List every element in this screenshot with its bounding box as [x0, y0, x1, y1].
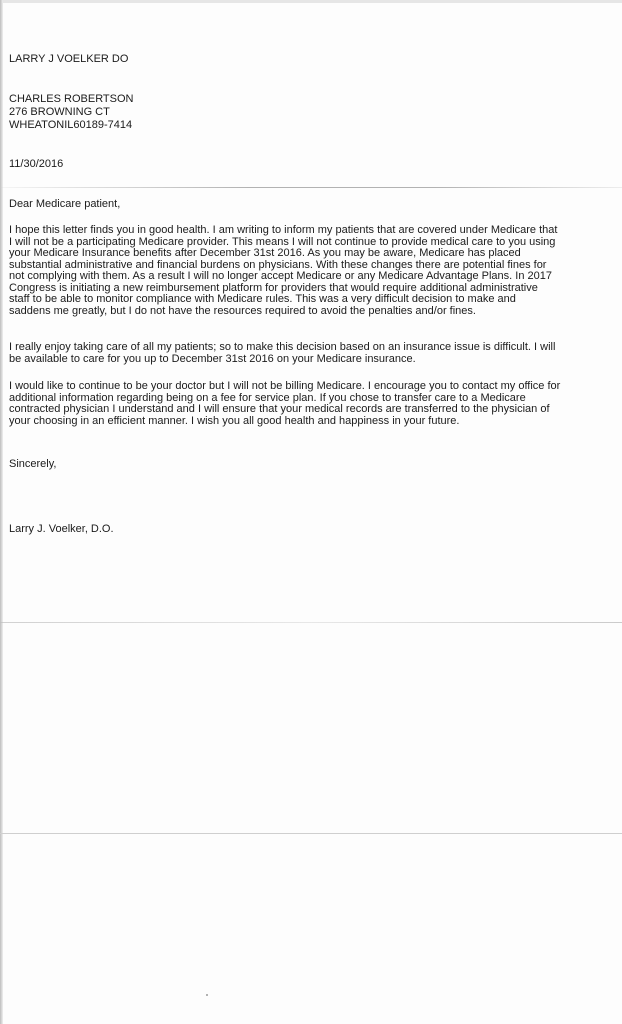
paragraph-line: saddens me greatly, but I do not have the resources required to avoid the penalties and/or fines.	[9, 304, 476, 317]
paragraph-line: I would like to continue to be your doctor but I will not be billing Medicare. I encourage you to contact my office for	[9, 380, 561, 392]
paragraph-line: not complying with them. As a result I will no longer accept Medicare or any Medicare Advantage Plans. In 2017	[9, 270, 552, 282]
paragraph-line: I hope this letter finds you in good health. I am writing to inform my patients that are covered under Medicare that	[9, 224, 558, 236]
signature-name: Larry J. Voelker, D.O.	[9, 523, 114, 535]
paragraph-line: I will not be a participating Medicare provider. This means I will not continue to provide medical care to you using	[9, 235, 556, 248]
paragraph-line: I really enjoy taking care of all my patients; so to make this decision based on an insurance issue is difficult. I will	[9, 341, 556, 353]
paper-fold-line	[0, 187, 622, 188]
paragraph-line: substantial administrative and financial burdens on physicians. With these changes there are potential fines for	[9, 258, 547, 271]
paper-fold-line	[0, 622, 622, 623]
paragraph-line: be available to care for you up to December 31st 2016 on your Medicare insurance.	[9, 352, 416, 365]
closing: Sincerely,	[9, 458, 57, 470]
recipient-street: 276 BROWNING CT	[9, 106, 110, 118]
paragraph-line: additional information regarding being on a fee for service plan. If you chose to transfer care to a Medicare	[9, 391, 526, 404]
recipient-name: CHARLES ROBERTSON	[9, 93, 134, 105]
sender-name: LARRY J VOELKER DO	[9, 53, 129, 65]
paragraph-line: your Medicare Insurance benefits after December 31st 2016. As you may be aware, Medicare has placed	[9, 247, 521, 259]
paragraph-1	[9, 225, 615, 317]
paragraph-line: staff to be able to monitor compliance with Medicare rules. This was a very difficult decision to make and	[9, 293, 516, 305]
scan-top-edge	[0, 0, 622, 3]
letter-date: 11/30/2016	[9, 158, 64, 170]
paper-fold-line	[0, 833, 622, 834]
scan-speck	[206, 994, 208, 996]
salutation: Dear Medicare patient,	[9, 198, 121, 210]
paragraph-line: your choosing in an efficient manner. I wish you all good health and happiness in your future.	[9, 414, 460, 427]
paragraph-line: Congress is initiating a new reimbursement platform for providers that would require additional administrative	[9, 281, 538, 294]
scan-left-edge	[0, 0, 3, 1024]
paragraph-3	[9, 381, 615, 427]
recipient-city-zip: WHEATONIL60189-7414	[9, 119, 133, 131]
paragraph-line: contracted physician I understand and I will ensure that your medical records are transferred to the physician of	[9, 403, 550, 415]
paragraph-2	[9, 342, 615, 365]
